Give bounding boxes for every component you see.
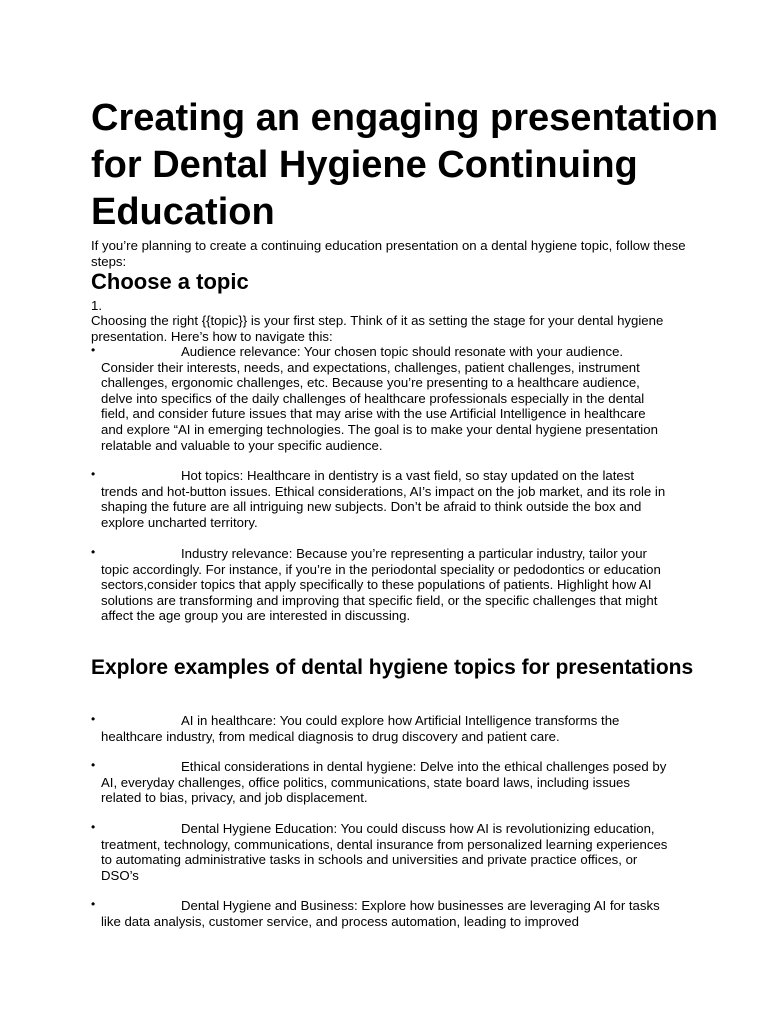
bullet-marker: • [91,712,96,726]
bullet-text: Dental Hygiene and Business: Explore how businesses are leveraging AI for tasks like data analysis, customer service, and process automation, leading to improved [101,898,660,929]
bullet-text: Audience relevance: Your chosen topic should resonate with your audience. Consider their interests, needs, and expectations, challenges, patient challenges, instrument challenges, ergonomic challenges, etc. Because you’re presenting to a healthcare audience, delve into specifics of the daily challenges of healthcare professionals especially in the dental field, and consider future issues that may arise with the use Artificial Intelligence in healthcare and explore “AI in emerging technologies. The goal is to make your dental hygiene presentation relatable and valuable to your specific audience. [101,344,658,453]
bullet-marker: • [91,467,96,481]
bullet-marker: • [91,897,96,911]
bullet-item-ethical-considerations [91,759,691,806]
bullet-text: Industry relevance: Because you’re representing a particular industry, tailor your topic accordingly. For instance, if you’re in the periodontal speciality or pedodontics or education sectors,consider topics that apply specifically to these populations of patients. Highlight how AI solutions are transforming and improving that specific field, or the specific challenges that might affect the age group you are interested in discussing. [101,546,661,624]
step-number: 1. [91,298,102,313]
page-title: Creating an engaging presentation for Dental Hygiene Continuing Education [91,97,719,233]
bullet-text: Ethical considerations in dental hygiene: Delve into the ethical challenges posed by AI, everyday challenges, office politics, communications, state board laws, including issues related to bias, privacy, and job displacement. [101,759,667,806]
bullet-text: Hot topics: Healthcare in dentistry is a vast field, so stay updated on the latest trends and hot-button issues. Ethical considerations, AI’s impact on the job market, and its role in shaping the future are all intriguing new subjects. Don’t be afraid to think outside the box and explore uncharted territory. [101,468,666,530]
bullet-item-ai-in-healthcare [91,713,691,744]
bullet-text: AI in healthcare: You could explore how Artificial Intelligence transforms the healthcare industry, from medical diagnosis to drug discovery and patient care. [101,713,620,744]
bullet-item-hot-topics [91,468,691,530]
bullet-text: Dental Hygiene Education: You could discuss how AI is revolutionizing education, treatment, technology, communications, dental insurance from personalized learning experiences to automating administrative tasks in schools and universities and private practice offices, or DSO’s [101,821,668,883]
intro-paragraph: If you’re planning to create a continuing education presentation on a dental hygiene topic, follow these steps: [91,238,686,269]
bullet-marker: • [91,545,96,559]
section-heading-explore-examples: Explore examples of dental hygiene topics for presentations [91,656,694,679]
bullet-marker: • [91,343,96,357]
bullet-item-dental-hygiene-education [91,821,691,883]
bullet-marker: • [91,820,96,834]
bullet-item-audience-relevance [91,344,691,453]
bullet-item-dental-hygiene-business [91,898,691,929]
section-heading-choose-topic: Choose a topic [91,269,249,294]
bullet-marker: • [91,758,96,772]
bullet-item-industry-relevance [91,546,691,624]
topic-paragraph: Choosing the right {{topic}} is your first step. Think of it as setting the stage for your dental hygiene presentation. Here’s how to navigate this: [91,313,664,344]
